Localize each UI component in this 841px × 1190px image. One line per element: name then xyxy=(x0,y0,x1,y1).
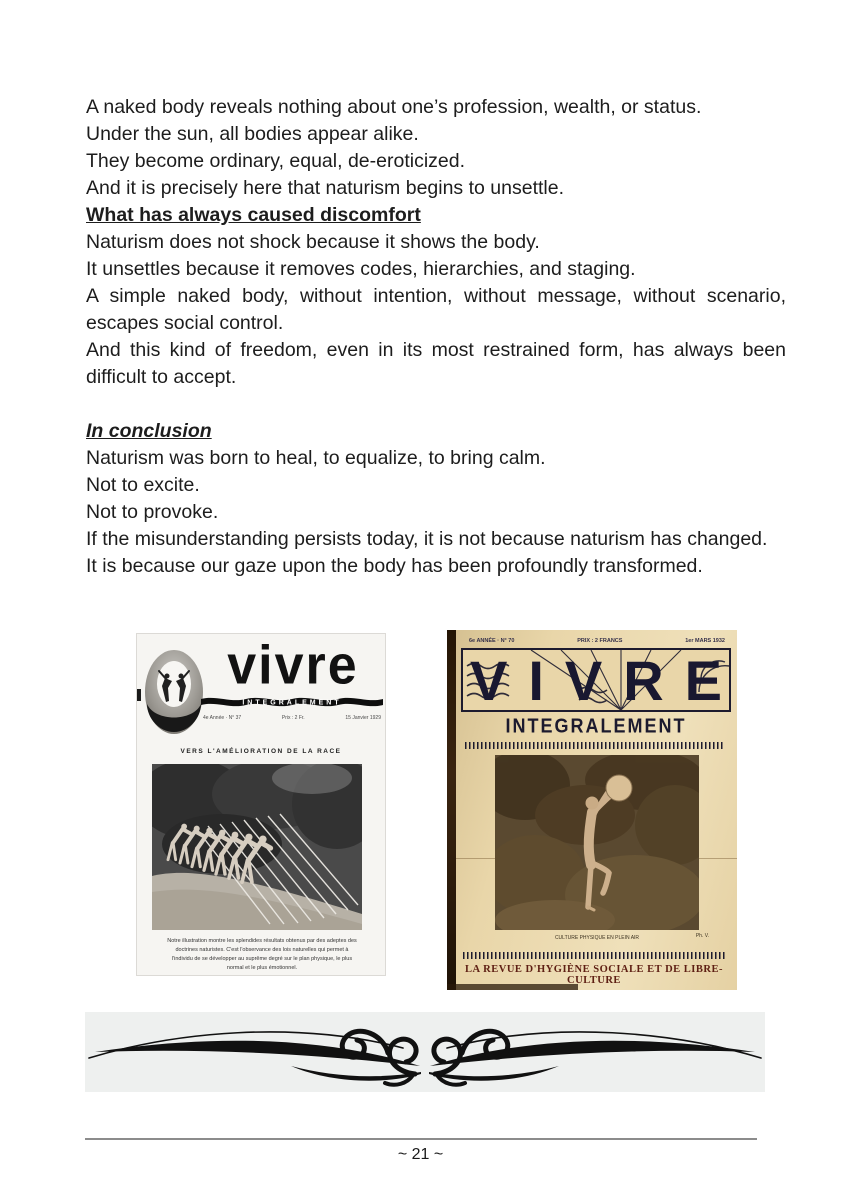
flourish-divider xyxy=(85,1012,765,1092)
banner-text: INTEGRALEMENT xyxy=(242,699,342,707)
paragraph: And this kind of freedom, even in its most restrained form, has always been difficult to accept. xyxy=(86,339,786,388)
vivre-artdeco-masthead xyxy=(461,648,731,712)
footer-rule xyxy=(85,1138,757,1140)
vivre-masthead: vivre xyxy=(227,635,359,696)
issue-date: 15 Janvier 1929 xyxy=(345,715,381,721)
issue-date: 1er MARS 1932 xyxy=(685,638,725,644)
paragraph: Under the sun, all bodies appear alike. xyxy=(86,123,419,145)
article-text xyxy=(86,94,786,580)
woman-with-ball-photo xyxy=(495,755,699,930)
paragraph: They become ordinary, equal, de-eroticized. xyxy=(86,150,466,172)
paragraph: And it is precisely here that naturism begins to unsettle. xyxy=(86,177,564,199)
section-heading: What has always caused discomfort xyxy=(86,204,421,226)
paragraph: A simple naked body, without intention, without message, without scenario, escapes social control. xyxy=(86,285,786,334)
integralement-banner: INTEGRALEMENT xyxy=(505,714,687,737)
paragraph: It is because our gaze upon the body has been profoundly transformed. xyxy=(86,555,703,577)
figures-in-oval-emblem-icon xyxy=(143,648,205,736)
photo-credit: Ph. V. xyxy=(695,933,709,939)
page-number: ~ 21 ~ xyxy=(397,1146,444,1163)
group-exercise-photo xyxy=(152,764,362,930)
dashed-rule xyxy=(465,742,723,749)
paragraph: Not to excite. xyxy=(86,474,200,496)
calligraphic-flourish-icon xyxy=(85,1012,765,1092)
scan-edge-mark xyxy=(137,689,141,701)
paragraph: It unsettles because it removes codes, hierarchies, and staging. xyxy=(86,258,636,280)
photo-caption: CULTURE PHYSIQUE EN PLEIN AIR xyxy=(554,935,640,941)
issue-info-row xyxy=(469,638,725,644)
conclusion-heading: In conclusion xyxy=(86,420,212,442)
issue-number: 6e ANNÉE · N° 70 xyxy=(469,638,515,644)
paragraph: Not to provoke. xyxy=(86,501,219,523)
paragraph: Naturism was born to heal, to equalize, to bring calm. xyxy=(86,447,546,469)
vivre-cover-1929-image xyxy=(136,633,386,976)
issue-info-row xyxy=(203,715,381,721)
masthead-text: VIVRE xyxy=(470,649,722,712)
paragraph: A naked body reveals nothing about one’s profession, wealth, or status. xyxy=(86,96,702,118)
wavy-banner xyxy=(201,694,383,710)
issue-number: 4e Année · N° 37 xyxy=(203,715,242,721)
cover-headline: VERS L'AMÉLIORATION DE LA RACE xyxy=(180,748,342,755)
vivre-cover-sepia-image xyxy=(447,630,737,990)
dashed-rule xyxy=(463,952,725,959)
blank-line xyxy=(86,391,786,418)
photo-caption: Notre illustration montre les splendides résultats obtenus par des adeptes des doctrines naturistes. C'est l'observance des lois naturelles qui permet à l'individu de se développer au suprême degré sur le plan physique, le plus normal et le plus émotionnel. xyxy=(167,938,357,972)
paragraph: If the misunderstanding persists today, it is not because naturism has changed. xyxy=(86,528,768,550)
price: Prix : 2 Fr. xyxy=(281,715,305,721)
paper-left-edge xyxy=(447,630,456,990)
paragraph: Naturism does not shock because it shows the body. xyxy=(86,231,540,253)
price: PRIX : 2 FRANCS xyxy=(577,638,623,644)
cover-tagline: LA REVUE D'HYGIÈNE SOCIALE ET DE LIBRE-CULTURE xyxy=(465,964,723,986)
